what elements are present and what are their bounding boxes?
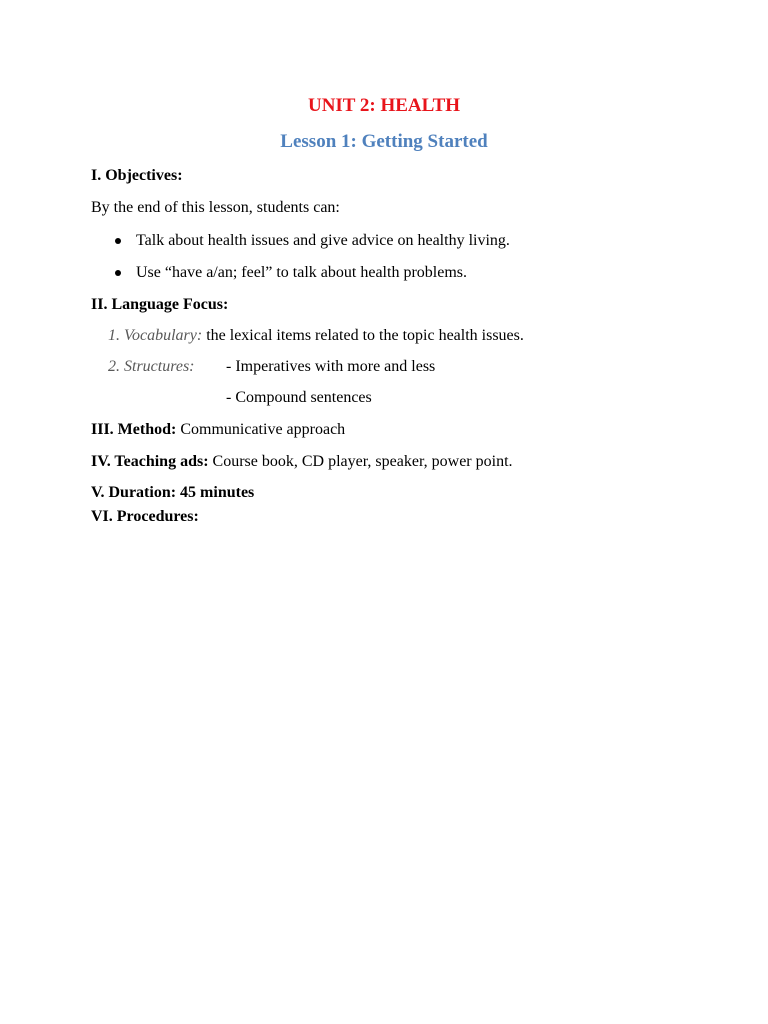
structure-item: - Imperatives with more and less: [226, 358, 436, 375]
language-focus-heading: II. Language Focus:: [91, 296, 229, 313]
duration-heading: V. Duration: 45 minutes: [91, 484, 255, 501]
objective-item: Talk about health issues and give advice on healthy living.: [136, 232, 510, 249]
objective-item: Use “have a/an; feel” to talk about health problems.: [136, 264, 467, 281]
method-line: [91, 422, 345, 438]
bullet-icon: [115, 238, 121, 244]
teaching-aids-line: [91, 454, 513, 470]
vocabulary-text: the lexical items related to the topic health issues.: [206, 327, 524, 344]
vocabulary-line: [108, 328, 524, 344]
procedures-heading: VI. Procedures:: [91, 508, 199, 525]
method-text: Communicative approach: [180, 421, 346, 438]
structure-item: - Compound sentences: [226, 389, 372, 406]
vocabulary-label: 1. Vocabulary:: [108, 327, 203, 344]
objectives-heading: I. Objectives:: [91, 167, 183, 184]
objectives-intro: By the end of this lesson, students can:: [91, 199, 340, 216]
teaching-aids-text: Course book, CD player, speaker, power point.: [212, 453, 513, 470]
lesson-title: Lesson 1: Getting Started: [280, 131, 488, 152]
structures-label: 2. Structures:: [108, 358, 195, 375]
bullet-icon: [115, 270, 121, 276]
method-heading: III. Method:: [91, 421, 177, 438]
unit-title: UNIT 2: HEALTH: [307, 95, 461, 116]
teaching-aids-heading: IV. Teaching ads:: [91, 453, 209, 470]
